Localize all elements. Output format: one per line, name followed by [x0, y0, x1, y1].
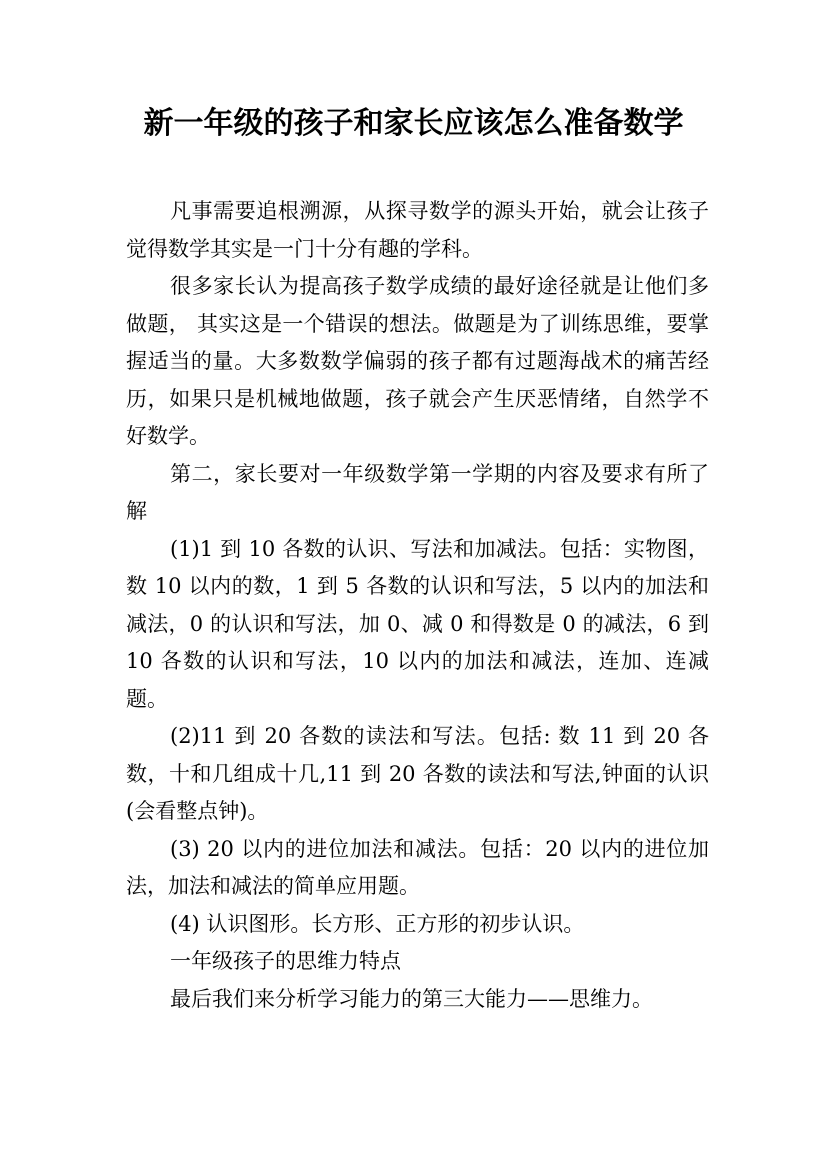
document-body: [126, 193, 709, 1018]
paragraph: 第二，家长要对一年级数学第一学期的内容及要求有所了解: [126, 461, 709, 523]
section-heading: 一年级孩子的思维力特点: [170, 949, 401, 973]
paragraph: 凡事需要追根溯源，从探寻数学的源头开始，就会让孩子觉得数学其实是一门十分有趣的学科。: [126, 199, 709, 261]
document-title: 新一年级的孩子和家长应该怎么准备数学: [143, 106, 684, 141]
paragraph: (2)11 到 20 各数的读法和写法。包括: 数 11 到 20 各数，十和几组成十几,11 到 20 各数的读法和写法,钟面的认识(会看整点钟)。: [126, 724, 709, 823]
paragraph: 最后我们来分析学习能力的第三大能力——思维力。: [170, 986, 653, 1011]
paragraph: (4) 认识图形。长方形、正方形的初步认识。: [170, 911, 585, 936]
paragraph: (3) 20 以内的进位加法和减法。包括：20 以内的进位加法，加法和减法的简单应用题。: [126, 836, 709, 898]
paragraph: (1)1 到 10 各数的认识、写法和加减法。包括：实物图，数 10 以内的数，1 到 5 各数的认识和写法，5 以内的加法和减法，0 的认识和写法，加 0、减 0 和得数是 0 的减法，6 到 10 各数的认识和写法，10 以内的加法和减法，连加、连减题。: [126, 536, 709, 711]
paragraph: 很多家长认为提高孩子数学成绩的最好途径就是让他们多做题， 其实这是一个错误的想法。做题是为了训练思维，要掌握适当的量。大多数数学偏弱的孩子都有过题海战术的痛苦经历，如果只是机械地做题，孩子就会产生厌恶情绪，自然学不好数学。: [126, 274, 709, 448]
